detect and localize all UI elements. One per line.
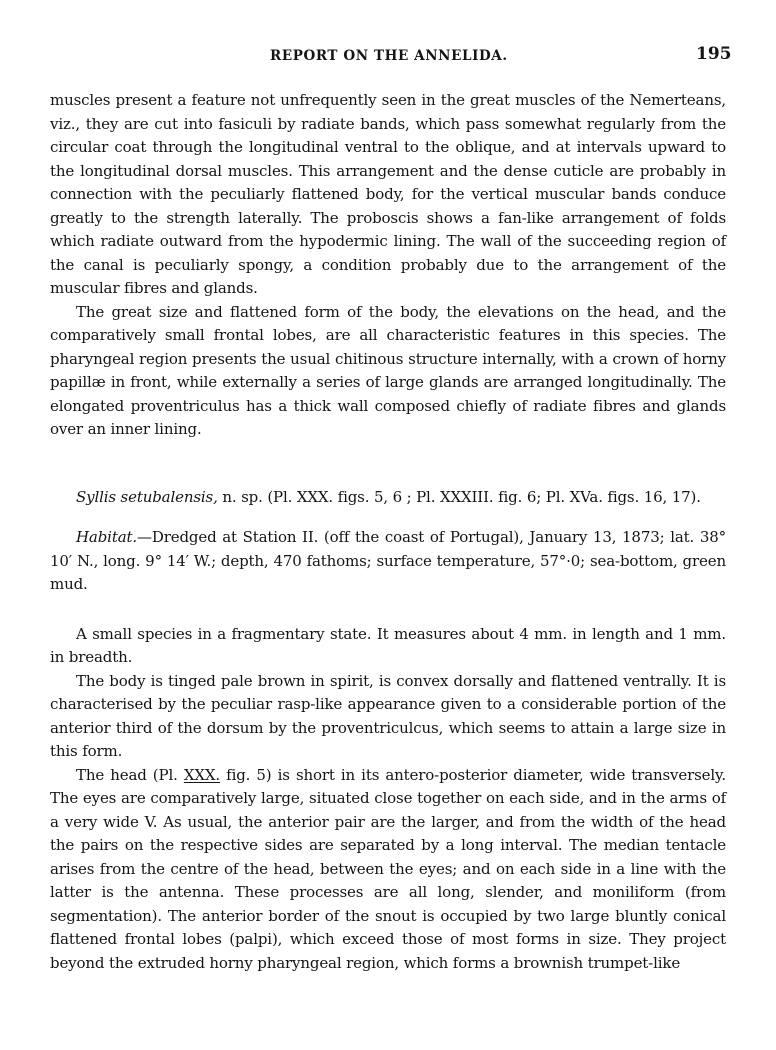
spacer — [50, 597, 726, 623]
head-text-rest: fig. 5) is short in its antero-posterior diameter, wide transversely. The eyes are comparatively large, situated close together on each side, and in the arms of a very wide V. As usual, the anterior pair are the larger, and from the width of the head the pairs on the respective sides are separated by a long interval. The median tentacle arises from the centre of the head, between the eyes; and on each side in a line with the latter is the antenna. These processes are all long, slender, and moniliform (from segmentation). The anterior border of the snout is occupied by two large bluntly conical flattened frontal lobes (palpi), which exceed those of most forms in size. They project beyond the extruded horny pharyngeal region, which forms a brownish trumpet-like — [50, 765, 726, 972]
section-spacer — [50, 442, 726, 486]
page-number: 195 — [696, 44, 732, 64]
paragraph-size: A small species in a fragmentary state. It measures about 4 mm. in length and 1 mm. in breadth. — [50, 624, 726, 666]
running-head: REPORT ON THE ANNELIDA. — [270, 48, 508, 64]
habitat-text: —Dredged at Station II. (off the coast of Portugal), January 13, 1873; lat. 38° 10′ N., long. 9° 14′ W.; depth, 470 fathoms; surface temperature, 57°·0; sea-bottom, green mud. — [50, 528, 726, 593]
habitat-label: Habitat. — [76, 528, 137, 546]
head-text-start: The head (Pl. — [76, 765, 184, 784]
paragraph-head — [50, 764, 726, 976]
paragraph-characteristics: The great size and flattened form of the body, the elevations on the head, and the comparatively small frontal lobes, are all characteristic features in this species. The pharyngeal region presents the usual chitinous structure internally, with a crown of horny papillæ in front, while externally a series of large glands are arranged longitudinally. The elongated proventriculus has a thick wall composed chiefly of radiate fibres and glands over an inner lining. — [50, 302, 726, 438]
page-header — [0, 44, 776, 68]
habitat-paragraph — [50, 526, 726, 597]
spacer — [50, 509, 726, 526]
species-plate-refs: n. sp. (Pl. XXX. figs. 5, 6 ; Pl. XXXIII. fig. 6; Pl. XVa. figs. 16, 17). — [217, 487, 701, 506]
body-text — [50, 89, 726, 975]
species-name: Syllis setubalensis, — [76, 487, 218, 506]
paragraph-body: The body is tinged pale brown in spirit, is convex dorsally and flattened ventrally. It is characterised by the peculiar rasp-like appearance given to a considerable portion of the anterior third of the dorsum by the proventriculcus, which seems to attain a large size in this form. — [50, 671, 726, 760]
paragraph-muscles: muscles present a feature not unfrequently seen in the great muscles of the Nemerteans, viz., they are cut into fasiculi by radiate bands, which pass somewhat regularly from the circular coat through the longitudinal ventral to the oblique, and at intervals upward to the longitudinal dorsal muscles. This arrangement and the dense cuticle are probably in connection with the peculiarly flattened body, for the vertical muscular bands conduce greatly to the strength laterally. The proboscis shows a fan-like arrangement of folds which radiate outward from the hypodermic lining. The wall of the succeeding region of the canal is peculiarly spongy, a condition probably due to the arrangement of the muscular fibres and glands. — [50, 91, 726, 297]
plate-reference: XXX. — [183, 765, 221, 784]
species-heading — [50, 486, 726, 510]
